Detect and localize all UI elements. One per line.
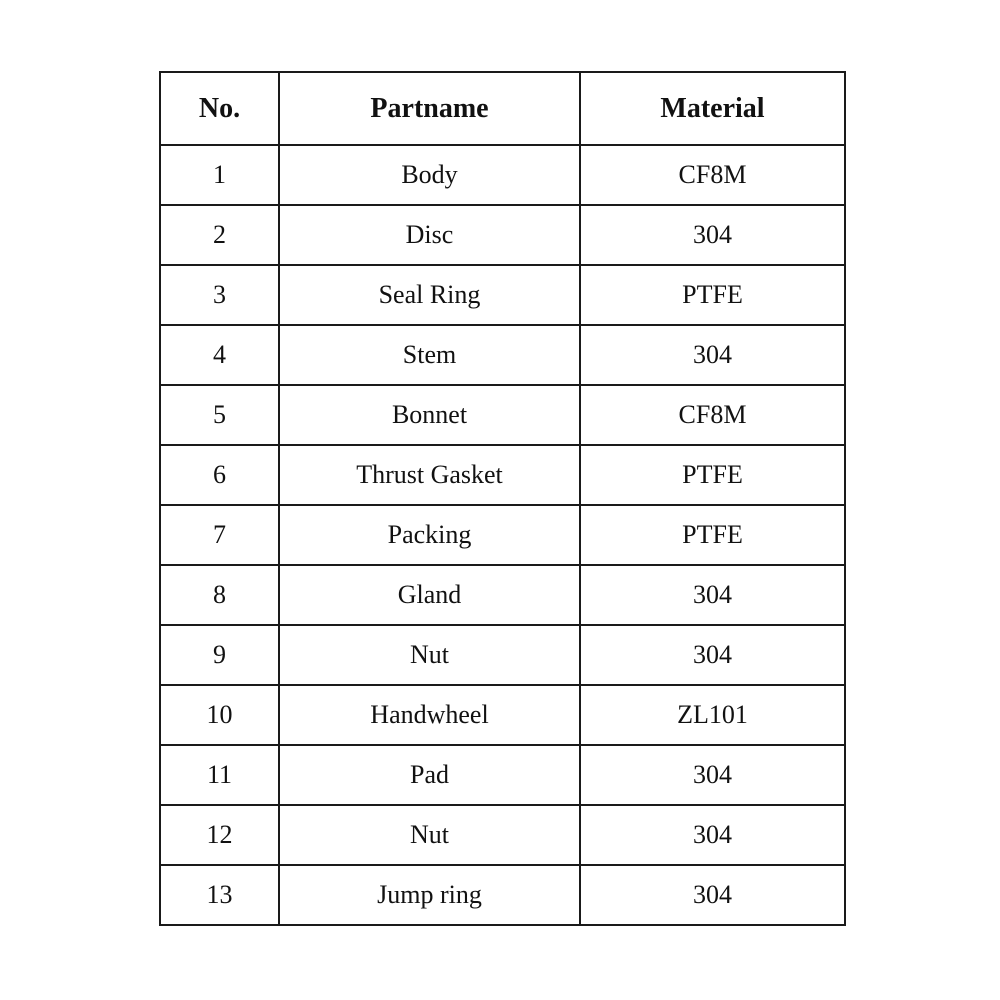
table-body	[160, 145, 845, 925]
cell-no: 4	[160, 325, 279, 385]
cell-no: 11	[160, 745, 279, 805]
table-row	[160, 865, 845, 925]
cell-no: 9	[160, 625, 279, 685]
table-row	[160, 625, 845, 685]
table-row	[160, 145, 845, 205]
table-row	[160, 385, 845, 445]
cell-no: 13	[160, 865, 279, 925]
table-row	[160, 205, 845, 265]
cell-partname: Packing	[279, 505, 580, 565]
cell-no: 8	[160, 565, 279, 625]
cell-material: CF8M	[580, 145, 845, 205]
cell-partname: Jump ring	[279, 865, 580, 925]
cell-partname: Gland	[279, 565, 580, 625]
table-row	[160, 685, 845, 745]
cell-no: 2	[160, 205, 279, 265]
cell-no: 1	[160, 145, 279, 205]
cell-partname: Stem	[279, 325, 580, 385]
cell-material: PTFE	[580, 265, 845, 325]
table-row	[160, 505, 845, 565]
cell-no: 10	[160, 685, 279, 745]
table-row	[160, 565, 845, 625]
table-row	[160, 265, 845, 325]
header-material: Material	[580, 72, 845, 145]
cell-no: 3	[160, 265, 279, 325]
cell-material: 304	[580, 745, 845, 805]
cell-material: PTFE	[580, 505, 845, 565]
cell-partname: Handwheel	[279, 685, 580, 745]
cell-material: CF8M	[580, 385, 845, 445]
cell-material: 304	[580, 625, 845, 685]
table-row	[160, 805, 845, 865]
table-row	[160, 745, 845, 805]
cell-no: 5	[160, 385, 279, 445]
table-row	[160, 445, 845, 505]
cell-material: 304	[580, 865, 845, 925]
header-row	[160, 72, 845, 145]
cell-material: PTFE	[580, 445, 845, 505]
cell-partname: Seal Ring	[279, 265, 580, 325]
cell-partname: Thrust Gasket	[279, 445, 580, 505]
cell-material: ZL101	[580, 685, 845, 745]
cell-material: 304	[580, 805, 845, 865]
cell-partname: Disc	[279, 205, 580, 265]
cell-no: 7	[160, 505, 279, 565]
cell-material: 304	[580, 205, 845, 265]
cell-partname: Pad	[279, 745, 580, 805]
header-no: No.	[160, 72, 279, 145]
cell-material: 304	[580, 565, 845, 625]
parts-material-table	[159, 71, 846, 926]
cell-partname: Body	[279, 145, 580, 205]
table-header	[160, 72, 845, 145]
cell-partname: Bonnet	[279, 385, 580, 445]
cell-material: 304	[580, 325, 845, 385]
table-row	[160, 325, 845, 385]
cell-no: 6	[160, 445, 279, 505]
cell-partname: Nut	[279, 805, 580, 865]
cell-no: 12	[160, 805, 279, 865]
header-partname: Partname	[279, 72, 580, 145]
cell-partname: Nut	[279, 625, 580, 685]
